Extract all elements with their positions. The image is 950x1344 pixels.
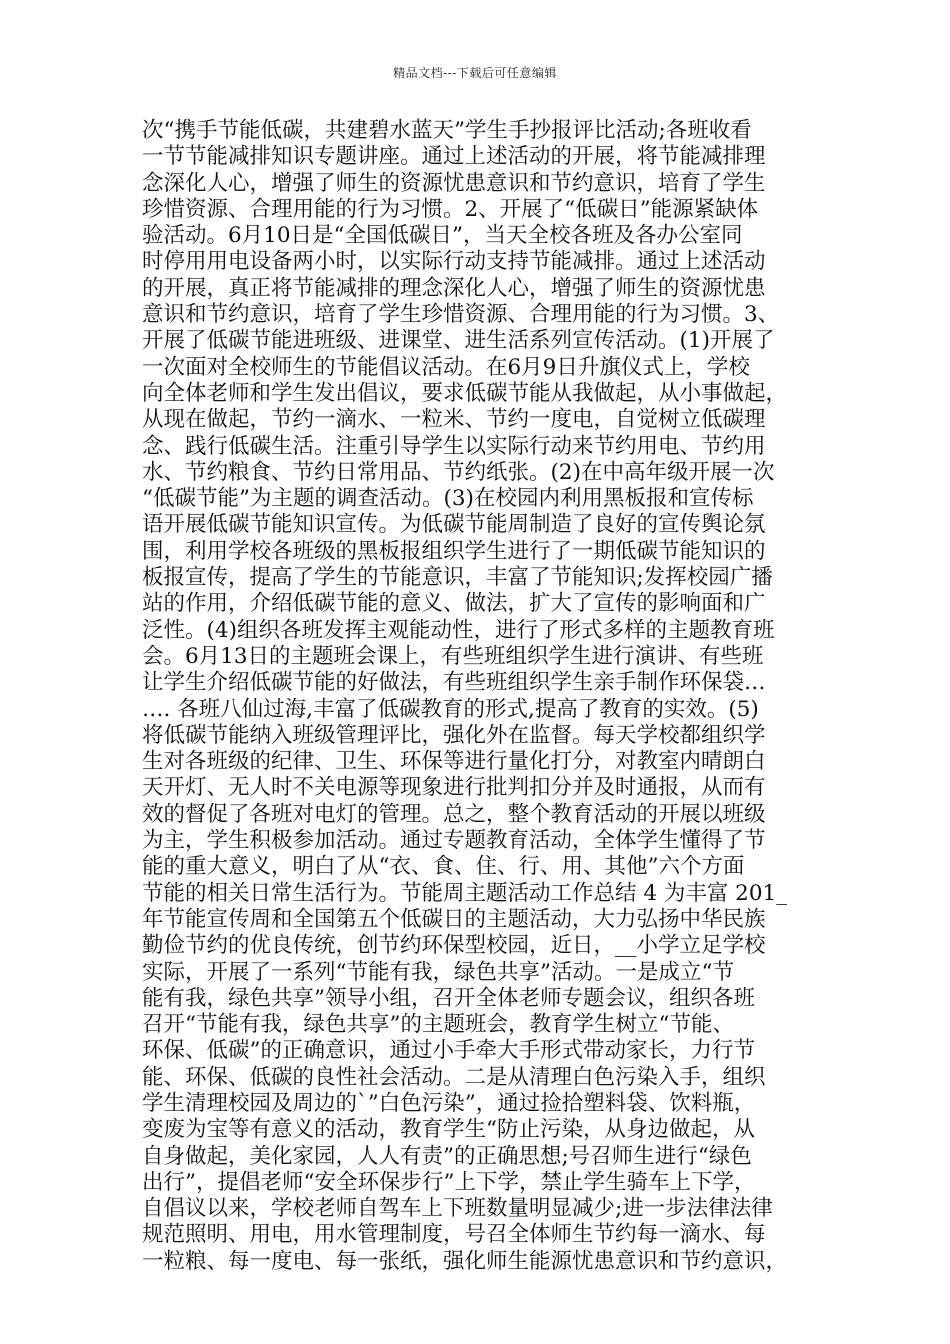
text-line: 为主，学生积极参加活动。通过专题教育活动，全体学生懂得了节	[142, 828, 766, 854]
text-line: 能有我，绿色共享”领导小组，召开全体老师专题会议，组织各班	[142, 985, 755, 1011]
text-line: …. 各班八仙过海,丰富了低碳教育的形式,提高了教育的实效。(5)	[142, 696, 759, 722]
text-line: 年节能宣传周和全国第五个低碳日的主题活动，大力弘扬中华民族	[142, 906, 766, 932]
text-line: 时停用用电设备两小时，以实际行动支持节能减排。通过上述活动	[142, 249, 766, 275]
text-line: 规范照明、用电，用水管理制度，号召全体师生节约每一滴水、每	[142, 1222, 766, 1248]
text-line: 验活动。6月10日是“全国低碳日”，当天全校各班及各办公室同	[142, 223, 743, 249]
text-line: 意识和节约意识，培育了学生珍惜资源、合理用能的行为习惯。3、	[142, 302, 780, 328]
text-line: 站的作用，介绍低碳节能的意义、做法，扩大了宣传的影响面和广	[142, 591, 766, 617]
text-line: 念深化人心，增强了师生的资源忧患意识和节约意识，培育了学生	[142, 170, 766, 196]
text-line: 让学生介绍低碳节能的好做法，有些班组织学生亲手制作环保袋…	[142, 670, 766, 696]
text-line: 将低碳节能纳入班级管理评比，强化外在监督。每天学校都组织学	[142, 722, 766, 748]
text-line: 能的重大意义，明白了从“衣、食、住、行、用、其他”六个方面	[142, 854, 745, 880]
text-line: 能、环保、低碳的良性社会活动。二是从清理白色污染入手，组织	[142, 1064, 766, 1090]
text-line: 一次面对全校师生的节能倡议活动。在6月9日升旗仪式上，学校	[142, 354, 750, 380]
text-line: 语开展低碳节能知识宣传。为低碳节能周制造了良好的宣传舆论氛	[142, 512, 766, 538]
page-header: 精品文档---下载后可任意编辑	[393, 66, 557, 80]
text-line: 泛性。(4)组织各班发挥主观能动性，进行了形式多样的主题教育班	[142, 617, 775, 643]
text-line: 一节节能减排知识专题讲座。通过上述活动的开展，将节能减排理	[142, 144, 766, 170]
text-line: 勤俭节约的优良传统，创节约环保型校园，近日，__小学立足学校	[142, 933, 766, 959]
body-text	[142, 118, 822, 1275]
text-line: 水、节约粮食、节约日常用品、节约纸张。(2)在中高年级开展一次	[142, 459, 775, 485]
text-line: 次“携手节能低碳，共建碧水蓝天”学生手抄报评比活动;各班收看	[142, 118, 752, 143]
text-line: 自身做起，美化家园，人人有责”的正确思想;号召师生进行“绿色	[142, 1143, 752, 1169]
text-line: 出行”，提倡老师“安全环保步行”上下学，禁止学生骑车上下学，	[142, 1169, 756, 1195]
text-line: 板报宣传，提高了学生的节能意识，丰富了节能知识;发挥校园广播	[142, 565, 773, 591]
text-line: 一粒粮、每一度电、每一张纸，强化师生能源忧患意识和节约意识，	[142, 1248, 788, 1274]
text-line: 效的督促了各班对电灯的管理。总之，整个教育活动的开展以班级	[142, 801, 766, 827]
text-line: 珍惜资源、合理用能的行为习惯。2、开展了“低碳日”能源紧缺体	[142, 196, 759, 222]
text-line: 自倡议以来，学校老师自驾车上下班数量明显减少;进一步法律法律	[142, 1196, 773, 1222]
text-line: 围，利用学校各班级的黑板报组织学生进行了一期低碳节能知识的	[142, 538, 766, 564]
text-line: 学生清理校园及周边的`”白色污染”，通过捡拾塑料袋、饮料瓶，	[142, 1090, 756, 1116]
text-line: 向全体老师和学生发出倡议，要求低碳节能从我做起，从小事做起，	[142, 380, 788, 406]
text-line: 生对各班级的纪律、卫生、环保等进行量化打分，对教室内晴朗白	[142, 749, 766, 775]
text-line: 环保、低碳”的正确意识，通过小手牵大手形式带动家长，力行节	[142, 1038, 755, 1064]
text-line: 天开灯、无人时不关电源等现象进行批判扣分并及时通报，从而有	[142, 775, 766, 801]
text-line: “低碳节能”为主题的调查活动。(3)在校园内利用黑板报和宣传标	[142, 486, 754, 512]
text-line: 变废为宝等有意义的活动，教育学生“防止污染，从身边做起，从	[142, 1117, 755, 1143]
text-line: 开展了低碳节能进班级、进课堂、进生活系列宣传活动。(1)开展了	[142, 328, 775, 354]
text-line: 念、践行低碳生活。注重引导学生以实际行动来节约用电、节约用	[142, 433, 766, 459]
text-line: 会。6月13日的主题班会课上，有些班组织学生进行演讲、有些班	[142, 643, 764, 669]
text-line: 从现在做起，节约一滴水、一粒米、节约一度电，自觉树立低碳理	[142, 407, 766, 433]
text-line: 的开展，真正将节能减排的理念深化人心，增强了师生的资源忧患	[142, 275, 766, 301]
text-line: 召开“节能有我，绿色共享”的主题班会，教育学生树立“节能、	[142, 1012, 734, 1038]
text-line: 节能的相关日常生活行为。节能周主题活动工作总结 4 为丰富 201_	[142, 880, 787, 906]
text-line: 实际，开展了一系列“节能有我，绿色共享”活动。一是成立“节	[142, 959, 734, 985]
